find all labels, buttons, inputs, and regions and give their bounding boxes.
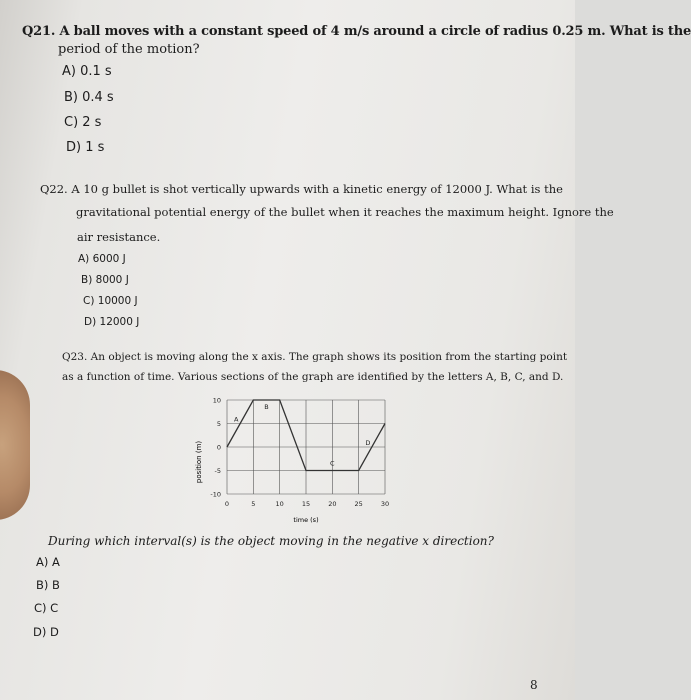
- page-number: 8: [530, 678, 538, 692]
- q23-stem-line1: Q23. An object is moving along the x axis. The graph shows its position from the starting point: [62, 351, 568, 363]
- x-tick-label-2: 10: [275, 500, 284, 508]
- q22-option-a: A) 6000 J: [78, 253, 126, 265]
- x-tick-label-1: 5: [251, 500, 256, 508]
- q22-stem-line1: Q22. A 10 g bullet is shot vertically upwards with a kinetic energy of 12000 J. What is the: [40, 182, 563, 196]
- q23-option-a: A) A: [36, 555, 60, 569]
- q21-option-c: C) 2 s: [64, 115, 102, 130]
- segment-label-c: C: [330, 459, 335, 468]
- q23-option-b: B) B: [36, 578, 60, 592]
- y-tick-label-4: -10: [210, 490, 221, 499]
- q23-option-c: C) C: [34, 601, 59, 615]
- segment-label-d: D: [365, 439, 371, 447]
- y-tick-label-2: 0: [216, 443, 221, 452]
- y-tick-label-3: -5: [214, 467, 221, 475]
- q23-question: During which interval(s) is the object moving in the negative x direction?: [48, 534, 494, 548]
- q22-stem-line2: gravitational potential energy of the bullet when it reaches the maximum height. Ignore the: [76, 205, 614, 219]
- q23-option-d: D) D: [33, 625, 59, 639]
- x-tick-label-5: 25: [354, 500, 363, 508]
- q21-stem-line2: period of the motion?: [58, 42, 200, 57]
- segment-label-b: B: [264, 403, 269, 411]
- graph-grid: [227, 400, 385, 494]
- x-tick-label-4: 20: [328, 500, 337, 508]
- y-axis-label: position (m): [195, 440, 203, 484]
- q23-stem-line2: as a function of time. Various sections of the graph are identified by the letters A, B, C, and D.: [62, 371, 564, 383]
- y-tick-label-0: 10: [212, 396, 221, 405]
- q22-option-d: D) 12000 J: [84, 316, 140, 328]
- q21-option-b: B) 0.4 s: [64, 90, 114, 105]
- q22-option-c: C) 10000 J: [83, 295, 138, 307]
- thumb-photo-artifact: [0, 370, 30, 520]
- q22-stem-line3: air resistance.: [77, 230, 161, 244]
- q22-option-b: B) 8000 J: [81, 274, 129, 286]
- q21-option-a: A) 0.1 s: [62, 64, 112, 79]
- x-axis-label: time (s): [293, 516, 319, 524]
- x-tick-label-3: 15: [301, 500, 311, 508]
- y-tick-label-1: 5: [216, 420, 221, 428]
- position-time-graph: [185, 392, 410, 527]
- segment-label-a: A: [233, 415, 239, 424]
- segment-labels: [234, 403, 370, 468]
- x-tick-label-6: 30: [380, 500, 390, 508]
- x-tick-label-0: 0: [224, 500, 230, 508]
- q21-stem-line1: Q21. A ball moves with a constant speed of 4 m/s around a circle of radius 0.25 m. What is the: [22, 24, 691, 39]
- q21-option-d: D) 1 s: [66, 140, 105, 155]
